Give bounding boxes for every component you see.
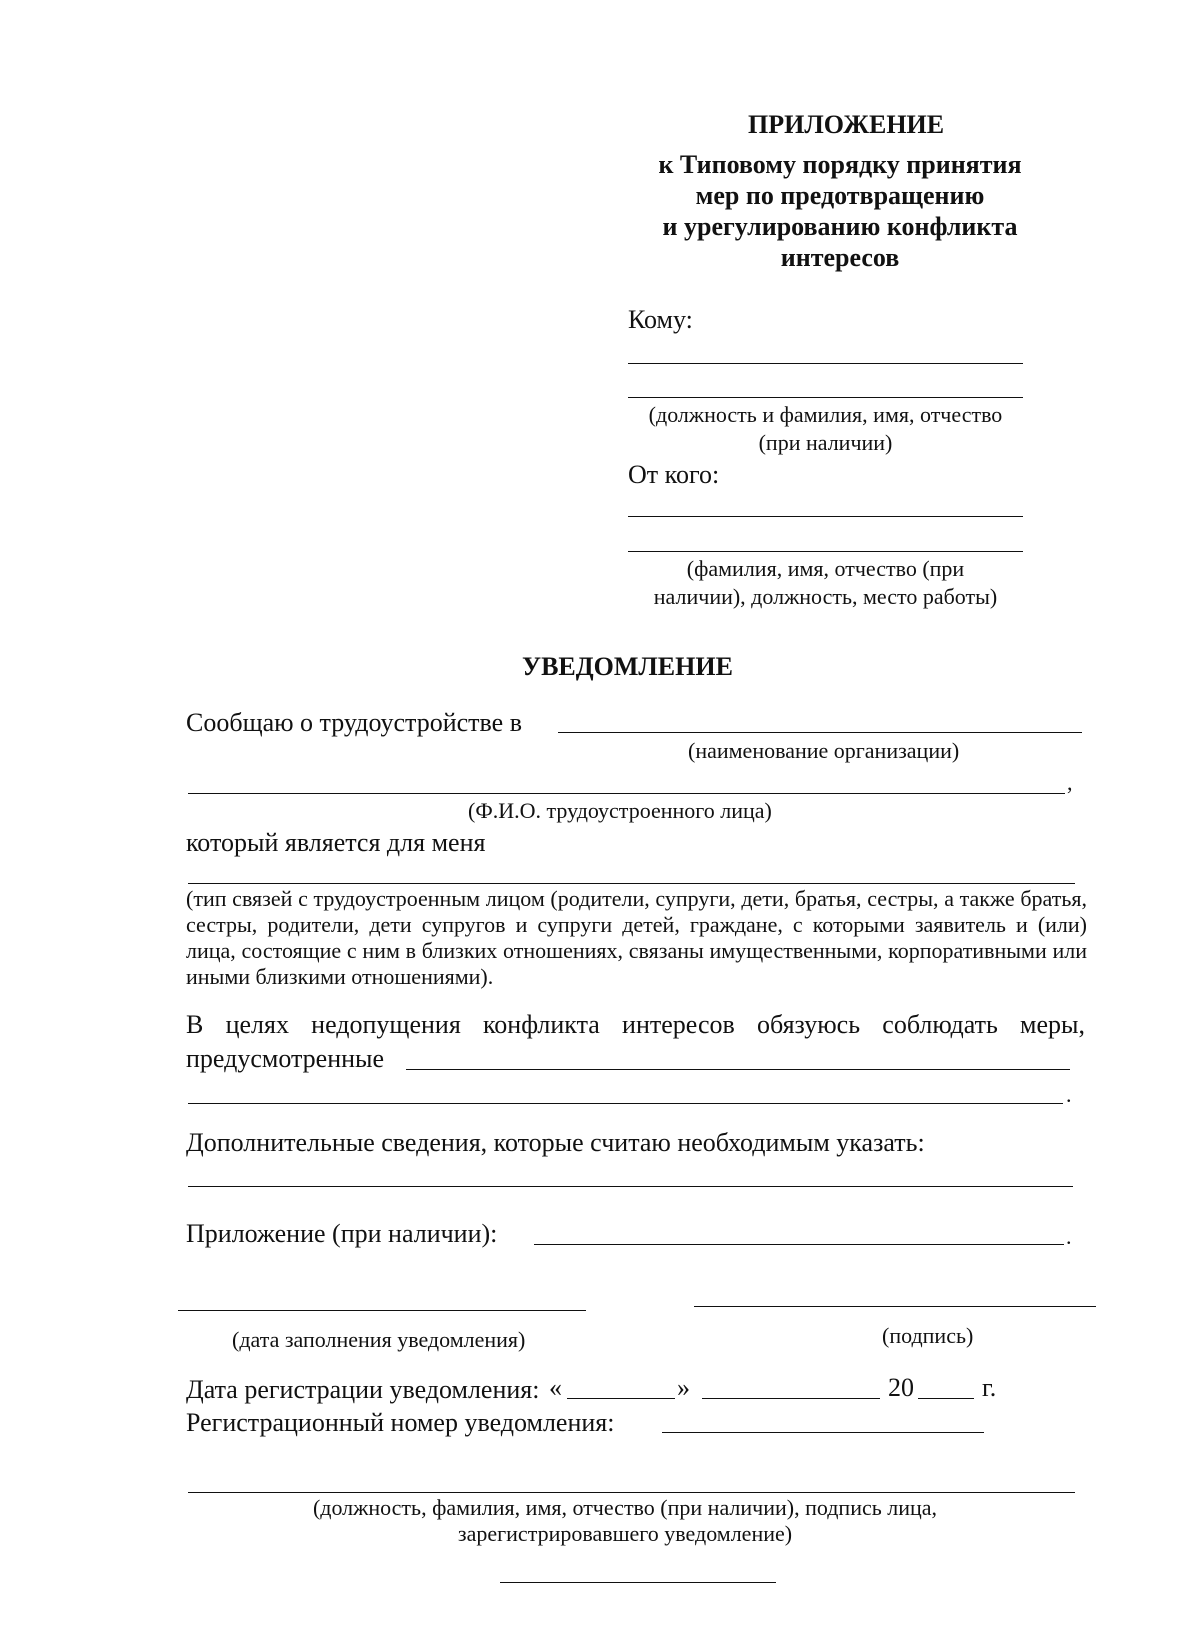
registration-number-line — [662, 1432, 984, 1433]
from-caption-line-2: наличии), должность, место работы) — [653, 584, 998, 609]
from-line-1 — [628, 516, 1023, 517]
registrar-line — [188, 1492, 1075, 1493]
registration-month-line — [702, 1398, 880, 1399]
appendix-title: ПРИЛОЖЕНИЕ — [748, 110, 945, 139]
employment-text: Сообщаю о трудоустройстве в — [186, 708, 522, 737]
attachment-line — [534, 1244, 1064, 1245]
registration-date-label: Дата регистрации уведомления: — [186, 1375, 540, 1404]
signature-line — [694, 1306, 1096, 1307]
to-line-1 — [628, 363, 1023, 364]
fill-date-line — [178, 1310, 586, 1311]
year-suffix: г. — [982, 1373, 997, 1402]
relation-line — [188, 883, 1075, 884]
organization-line — [558, 732, 1082, 733]
organization-caption: (наименование организации) — [688, 738, 960, 763]
registrar-caption-line-2: зарегистрировавшего уведомление) — [457, 1521, 793, 1546]
quote-close: » — [677, 1373, 690, 1402]
from-line-2 — [628, 551, 1023, 552]
to-label: Кому: — [628, 305, 693, 334]
appendix-subtitle-line-2: мер по предотвращению — [695, 181, 985, 210]
to-caption-line-1: (должность и фамилия, имя, отчество — [648, 402, 1003, 427]
registration-number-label: Регистрационный номер уведомления: — [186, 1408, 615, 1437]
signature-caption: (подпись) — [882, 1323, 974, 1348]
measures-line-b — [188, 1103, 1063, 1104]
measures-line-a — [406, 1069, 1070, 1070]
registration-year-line — [918, 1398, 974, 1399]
measures-line-2: предусмотренные — [186, 1044, 385, 1073]
from-caption-line-1: (фамилия, имя, отчество (при — [686, 556, 965, 581]
appendix-subtitle-line-3: и урегулированию конфликта — [662, 212, 1018, 241]
person-line — [188, 793, 1065, 794]
appendix-subtitle-line-4: интересов — [780, 243, 900, 272]
relation-text: который является для меня — [186, 828, 486, 857]
registration-day-line — [567, 1398, 675, 1399]
measures-line-1: В целях недопущения конфликта интересов обязуюсь соблюдать меры, — [186, 1010, 1085, 1039]
person-caption: (Ф.И.О. трудоустроенного лица) — [468, 798, 772, 823]
additional-text: Дополнительные сведения, которые считаю необходимым указать: — [186, 1128, 925, 1157]
from-label: От кого: — [628, 460, 720, 489]
appendix-subtitle-line-1: к Типовому порядку принятия — [658, 150, 1022, 179]
attachment-text: Приложение (при наличии): — [186, 1219, 498, 1248]
person-comma: , — [1067, 770, 1073, 795]
additional-line — [188, 1186, 1073, 1187]
measures-period: . — [1066, 1082, 1072, 1107]
to-line-2 — [628, 397, 1023, 398]
quote-open: « — [549, 1373, 562, 1402]
year-prefix: 20 — [888, 1373, 914, 1402]
relation-caption: (тип связей с трудоустроенным лицом (родители, супруги, дети, братья, сестры, а также братья, сестры, родители, дети супругов и супруги детей, граждане, с которыми заявитель и (или) лица, состоящие с ним в близких отношениях, связаны имущественными, корпоративными или иными близкими отношениями). — [186, 886, 1087, 989]
notice-heading: УВЕДОМЛЕНИЕ — [522, 652, 733, 681]
bottom-separator-line — [500, 1582, 776, 1583]
attachment-period: . — [1066, 1224, 1072, 1249]
to-caption-line-2: (при наличии) — [758, 430, 893, 455]
fill-date-caption: (дата заполнения уведомления) — [232, 1327, 526, 1352]
registrar-caption-line-1: (должность, фамилия, имя, отчество (при наличии), подпись лица, — [312, 1495, 938, 1520]
